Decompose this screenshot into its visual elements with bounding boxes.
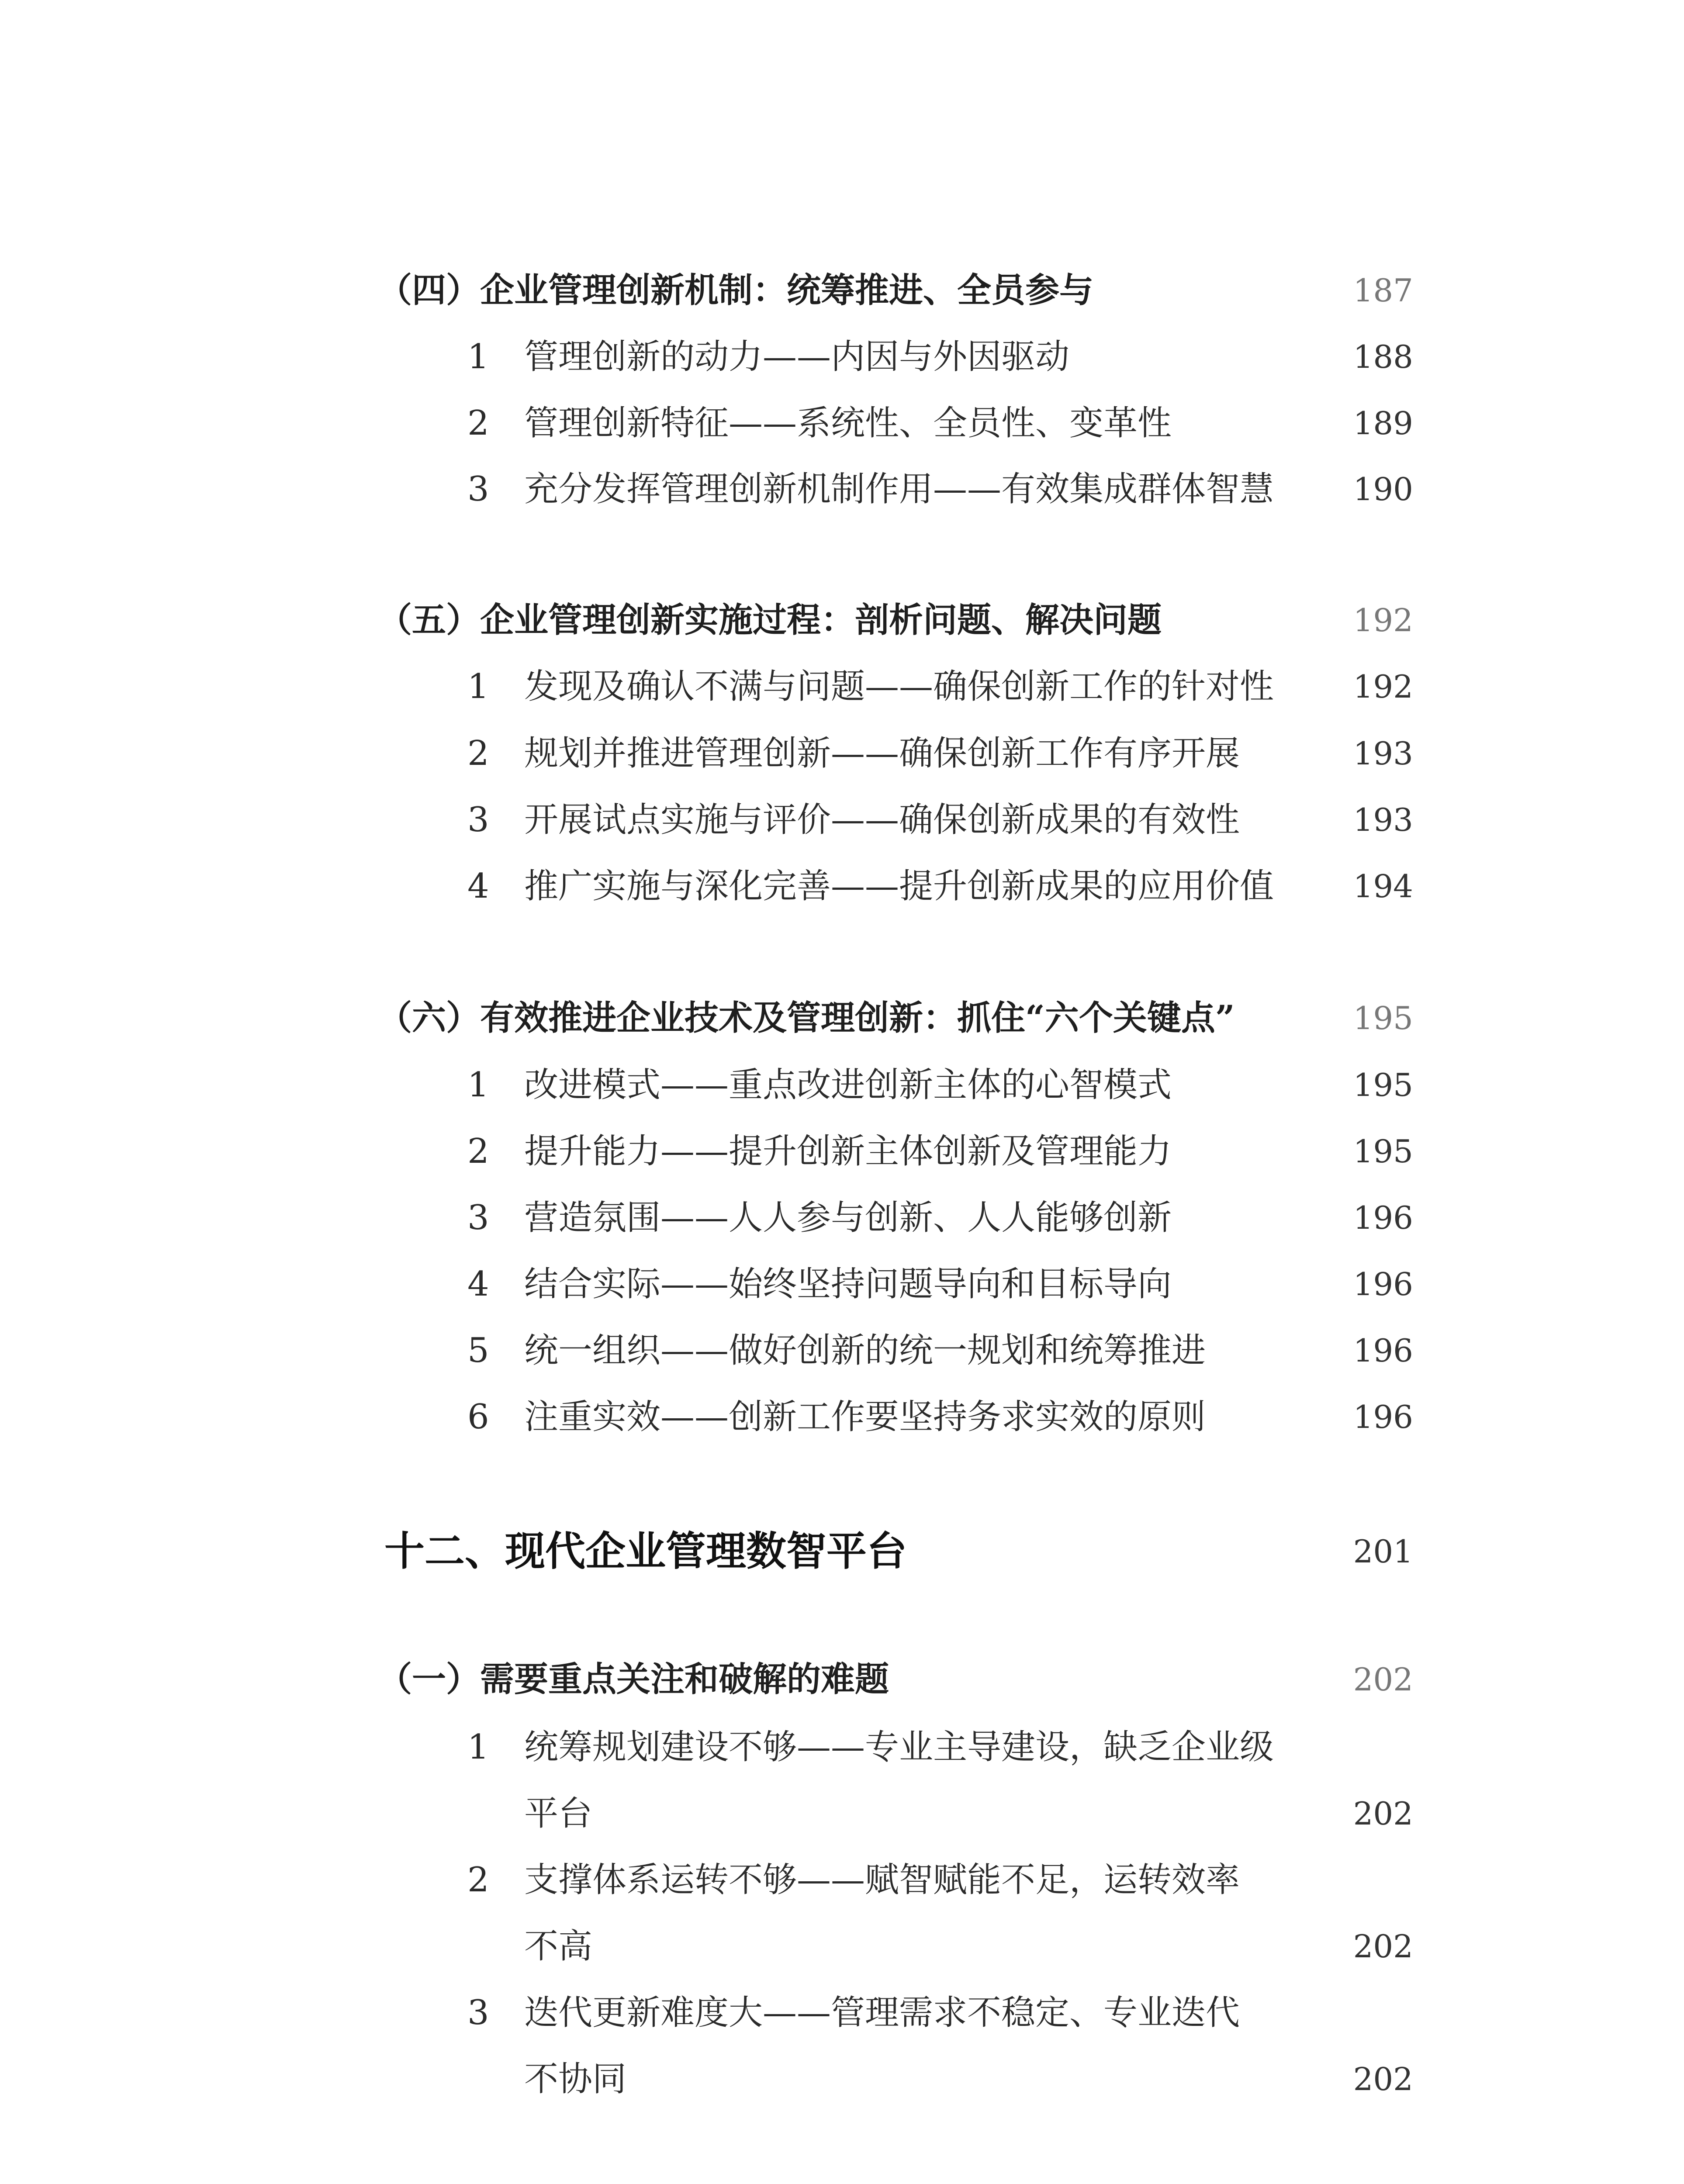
page-number: 187 — [1353, 272, 1413, 309]
toc-entry[interactable] — [0, 1185, 1684, 1251]
toc-entry[interactable] — [0, 1980, 1684, 2046]
entry-title: 开展试点实施与评价——确保创新成果的有效性 — [524, 800, 1240, 840]
entry-number: 5 — [467, 1331, 489, 1370]
entry-number: 6 — [467, 1397, 489, 1437]
toc-entry[interactable] — [0, 1318, 1684, 1383]
toc-entry[interactable] — [0, 1119, 1684, 1184]
toc-entry[interactable] — [0, 324, 1684, 390]
entry-title: 迭代更新难度大——管理需求不稳定、专业迭代 — [524, 1993, 1240, 2032]
page-number: 195 — [1353, 1000, 1413, 1037]
page-number: 195 — [1353, 1067, 1413, 1103]
entry-number: 2 — [467, 1860, 489, 1900]
entry-title: 营造氛围——人人参与创新、人人能够创新 — [524, 1198, 1172, 1237]
section-title: （四）企业管理创新机制：统筹推进、全员参与 — [378, 270, 1094, 310]
toc-entry[interactable] — [0, 1384, 1684, 1450]
entry-number: 2 — [467, 734, 489, 773]
entry-title: 管理创新特征——系统性、全员性、变革性 — [524, 404, 1172, 443]
toc-section-heading[interactable] — [0, 258, 1684, 323]
toc-entry[interactable] — [0, 1714, 1684, 1780]
toc-entry[interactable] — [0, 721, 1684, 786]
toc-entry[interactable] — [0, 456, 1684, 522]
entry-title: 发现及确认不满与问题——确保创新工作的针对性 — [524, 667, 1274, 706]
toc-chapter-heading[interactable] — [0, 1519, 1684, 1584]
entry-number: 1 — [467, 1065, 489, 1105]
page-number: 202 — [1353, 1928, 1413, 1965]
toc-entry[interactable] — [0, 390, 1684, 456]
entry-number: 3 — [467, 800, 489, 840]
entry-title: 结合实际——始终坚持问题导向和目标导向 — [524, 1265, 1172, 1304]
entry-title: 充分发挥管理创新机制作用——有效集成群体智慧 — [524, 470, 1274, 509]
toc-section-heading[interactable] — [0, 985, 1684, 1051]
page-number: 189 — [1353, 405, 1413, 442]
entry-number: 2 — [467, 404, 489, 443]
page-number: 202 — [1353, 1795, 1413, 1832]
entry-title: 推广实施与深化完善——提升创新成果的应用价值 — [524, 867, 1274, 906]
page-number: 196 — [1353, 1332, 1413, 1369]
section-title: （六）有效推进企业技术及管理创新：抓住“六个关键点” — [378, 998, 1235, 1038]
entry-title: 支撑体系运转不够——赋智赋能不足，运转效率 — [524, 1860, 1240, 1900]
entry-number: 3 — [467, 470, 489, 509]
entry-number: 1 — [467, 667, 489, 706]
entry-number: 4 — [467, 867, 489, 906]
page-number: 196 — [1353, 1399, 1413, 1435]
toc-entry[interactable] — [0, 787, 1684, 853]
toc-entry[interactable] — [0, 1251, 1684, 1317]
toc-entry-continuation[interactable] — [0, 1781, 1684, 1846]
toc-section-heading[interactable] — [0, 587, 1684, 653]
entry-number: 1 — [467, 1728, 489, 1767]
toc-entry[interactable] — [0, 1847, 1684, 1913]
entry-title: 规划并推进管理创新——确保创新工作有序开展 — [524, 734, 1240, 773]
page-number: 192 — [1353, 668, 1413, 705]
page-number: 194 — [1353, 868, 1413, 905]
entry-title: 改进模式——重点改进创新主体的心智模式 — [524, 1065, 1172, 1105]
entry-title-continued: 不高 — [524, 1927, 593, 1966]
entry-title-continued: 平台 — [524, 1794, 593, 1833]
entry-number: 4 — [467, 1265, 489, 1304]
page-number: 196 — [1353, 1199, 1413, 1236]
entry-title: 提升能力——提升创新主体创新及管理能力 — [524, 1132, 1172, 1171]
page-number: 202 — [1353, 2061, 1413, 2098]
toc-entry-continuation[interactable] — [0, 2046, 1684, 2112]
toc-entry[interactable] — [0, 854, 1684, 919]
page-number: 193 — [1353, 802, 1413, 838]
entry-title: 统一组织——做好创新的统一规划和统筹推进 — [524, 1331, 1206, 1370]
entry-number: 2 — [467, 1132, 489, 1171]
toc-entry[interactable] — [0, 654, 1684, 719]
entry-number: 3 — [467, 1198, 489, 1237]
toc-section-heading[interactable] — [0, 1647, 1684, 1712]
page-number: 192 — [1353, 602, 1413, 639]
page-number: 202 — [1353, 1661, 1413, 1698]
page-number: 193 — [1353, 735, 1413, 772]
toc-entry-continuation[interactable] — [0, 1914, 1684, 1979]
toc-entry[interactable] — [0, 1052, 1684, 1118]
page-number: 195 — [1353, 1133, 1413, 1170]
chapter-title: 十二、现代企业管理数智平台 — [384, 1528, 907, 1575]
section-title: （一）需要重点关注和破解的难题 — [378, 1659, 889, 1699]
page-number: 196 — [1353, 1266, 1413, 1303]
entry-title: 管理创新的动力——内因与外因驱动 — [524, 337, 1070, 377]
entry-number: 1 — [467, 337, 489, 377]
page-number: 188 — [1353, 339, 1413, 375]
entry-title: 注重实效——创新工作要坚持务求实效的原则 — [524, 1397, 1206, 1437]
entry-number: 3 — [467, 1993, 489, 2032]
section-title: （五）企业管理创新实施过程：剖析问题、解决问题 — [378, 600, 1162, 640]
page-number: 201 — [1353, 1533, 1413, 1570]
entry-title: 统筹规划建设不够——专业主导建设，缺乏企业级 — [524, 1728, 1274, 1767]
entry-title-continued: 不协同 — [524, 2060, 627, 2099]
page-number: 190 — [1353, 471, 1413, 508]
